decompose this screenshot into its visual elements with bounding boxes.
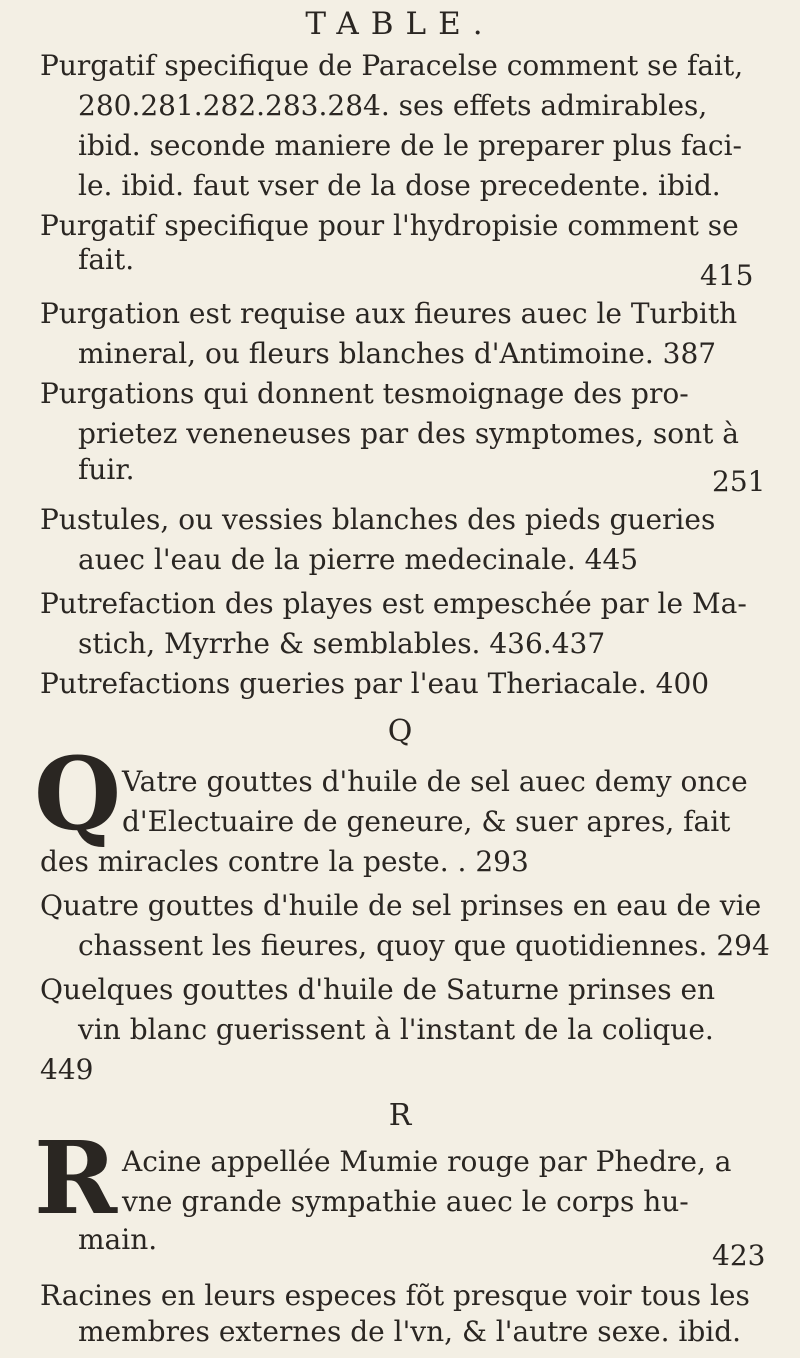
entry-line: ibid. seconde maniere de le preparer plus faci- <box>78 129 743 162</box>
entry-line: membres externes de l'vn, & l'autre sexe. ibid. <box>78 1315 742 1348</box>
entry-line: Putrefaction des playes est empeschée par le Ma- <box>40 587 747 620</box>
entry-line: le. ibid. faut vser de la dose precedente. ibid. <box>78 169 721 202</box>
entry-line: Quelques gouttes d'huile de Saturne prinses en <box>40 973 716 1006</box>
entry-line: Vatre gouttes d'huile de sel auec demy once <box>122 765 748 798</box>
entry-line: auec l'eau de la pierre medecinale. 445 <box>78 543 639 576</box>
page-number: 415 <box>700 259 754 292</box>
entry-line: fait. <box>78 243 135 276</box>
entry-line: Racines en leurs especes fõt presque voir tous les <box>40 1279 750 1312</box>
entry-line: fuir. <box>78 453 135 486</box>
entry-line: stich, Myrrhe & semblables. 436.437 <box>78 627 606 660</box>
entry-line: d'Electuaire de geneure, & suer apres, fait <box>122 805 731 838</box>
entry-line: chassent les fieures, quoy que quotidiennes. 294 <box>78 929 770 962</box>
entry-line: Purgations qui donnent tesmoignage des pro- <box>40 377 689 410</box>
drop-cap: R <box>34 1119 118 1237</box>
entry-line: Purgatif specifique pour l'hydropisie comment se <box>40 209 739 242</box>
entry-line: vne grande sympathie auec le corps hu- <box>122 1185 689 1218</box>
entry-line: 280.281.282.283.284. ses effets admirables, <box>78 89 708 122</box>
page-header: TABLE. <box>305 6 495 42</box>
page-number: 251 <box>712 465 766 498</box>
entry-line: Purgation est requise aux fieures auec le Turbith <box>40 297 738 330</box>
entry-line: Quatre gouttes d'huile de sel prinses en eau de vie <box>40 889 762 922</box>
entry-line: des miracles contre la peste. . 293 <box>40 845 529 878</box>
entry-line: main. <box>78 1223 158 1256</box>
entry-line: Putrefactions gueries par l'eau Theriacale. 400 <box>40 667 710 700</box>
entry-line: vin blanc guerissent à l'instant de la colique. <box>78 1013 714 1046</box>
drop-cap: Q <box>34 735 122 853</box>
section-letter: R <box>388 1098 412 1133</box>
entry-line: Purgatif specifique de Paracelse comment se fait, <box>40 49 744 82</box>
entry-line: Pustules, ou vessies blanches des pieds gueries <box>40 503 716 536</box>
section-letter: Q <box>387 714 413 749</box>
entry-line: prietez veneneuses par des symptomes, sont à <box>78 417 739 450</box>
entry-line: 449 <box>40 1053 94 1086</box>
entry-line: Acine appellée Mumie rouge par Phedre, a <box>122 1145 732 1178</box>
entry-line: mineral, ou fleurs blanches d'Antimoine. 387 <box>78 337 717 370</box>
page-number: 423 <box>712 1239 766 1272</box>
